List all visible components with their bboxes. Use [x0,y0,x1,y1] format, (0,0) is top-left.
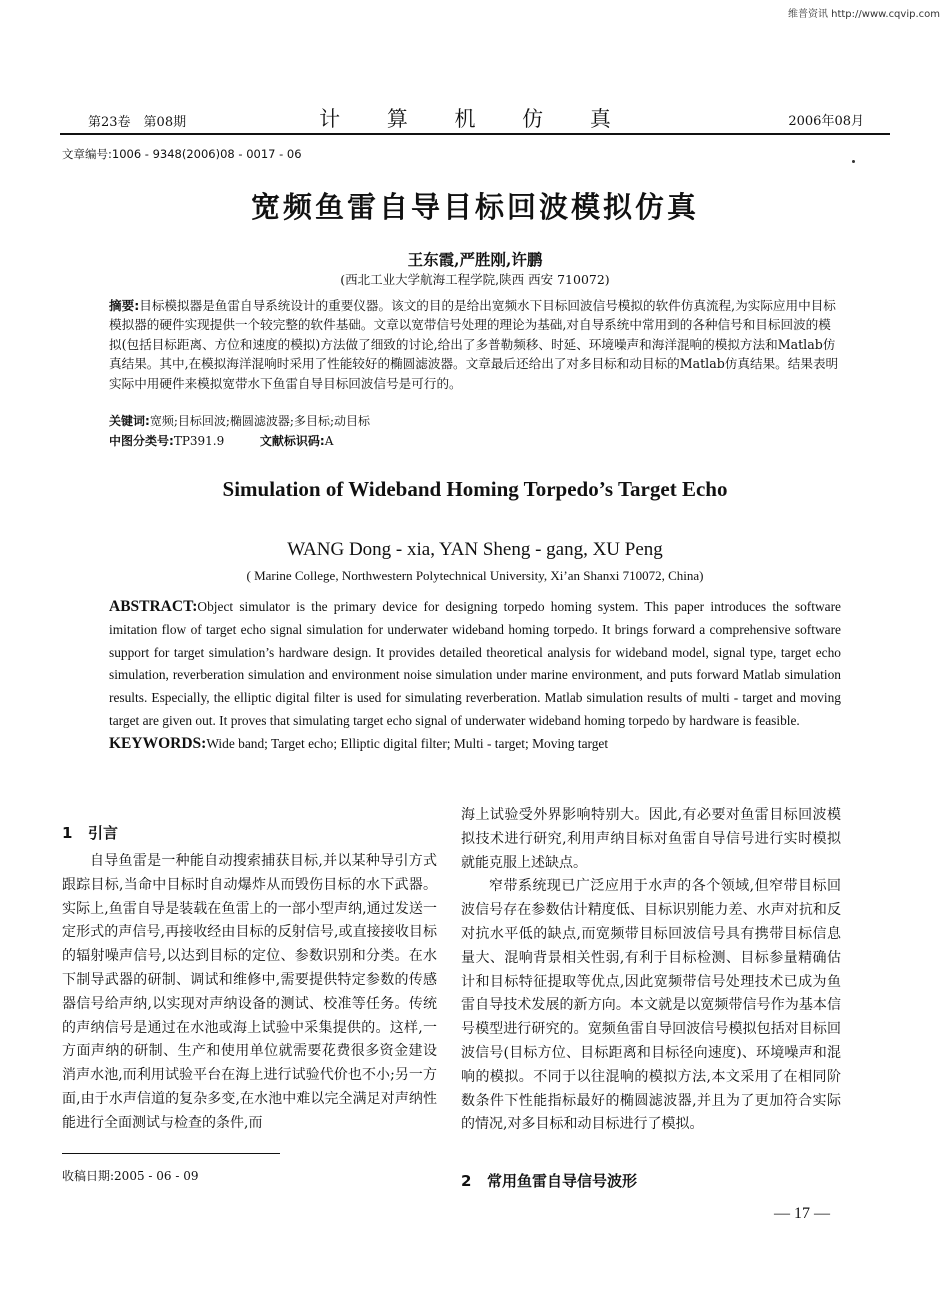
authors-chinese: 王东霞,严胜刚,许鹏 [407,250,543,269]
speck [852,160,855,163]
section-1-heading [62,822,118,843]
footnote-rule [62,1153,280,1154]
abstract-text: 目标模拟器是鱼雷自导系统设计的重要仪器。该文的目的是给出宽频水下目标回波信号模拟的软件仿真流程,为实际应用中目标模拟器的硬件实现提供一个较完整的软件基础。文章以宽带信号处理的理论为基础,对自导系统中常用到的各种信号和目标回波的模拟(包括目标距离、方位和速度的模拟)方法做了细致的讨论,给出了多普勒频移、时延、环境噪声和海洋混响的模拟方法和Matlab仿真结果。其中,在模拟海洋混响时采用了性能较好的椭圆滤波器。文章最后还给出了对多目标和动目标的Matlab仿真结果。结果表明实际中用硬件来模拟宽带水下鱼雷自导目标回波信号是可行的。 [109,298,839,391]
header-journal-name: 计 算 机 仿 真 [319,107,631,131]
keywords-en-text: Wide band; Target echo; Elliptic digital filter; Multi - target; Moving target [206,735,609,751]
title-english: Simulation of Wideband Homing Torpedo’s Target Echo [222,477,728,501]
watermark: 维普资讯 http://www.cqvip.com [787,9,940,20]
section-1-title: 引言 [88,824,119,842]
header-date: 2006年08月 [788,114,864,129]
running-header [60,107,890,135]
page-number: — 17 — [774,1205,830,1222]
header-volume-issue: 第23卷 第08期 [88,115,187,130]
article-number: 文章编号:1006 - 9348(2006)08 - 0017 - 06 [62,147,302,161]
abstract-chinese [109,296,841,393]
keywords-english [109,733,841,756]
section-1-number: 1 [62,824,73,842]
keywords-text: 宽频;目标回波;椭圆滤波器;多目标;动目标 [149,414,370,428]
clc-value: TP391.9 [173,434,225,448]
intro-paragraph-1-continued: 海上试验受外界影响特别大。因此,有必要对鱼雷目标回波模拟技术进行研究,利用声纳目标对鱼雷自导信号进行实时模拟就能克服上述缺点。 [461,807,841,871]
clc-label: 中图分类号: [109,434,174,448]
affiliation-chinese: (西北工业大学航海工程学院,陕西 西安 710072) [340,272,610,287]
section-2-heading [461,1170,637,1191]
section-2-title: 常用鱼雷自导信号波形 [487,1172,638,1190]
right-column [461,804,841,1137]
keywords-label: 关键词: [109,414,150,428]
abstract-english [109,596,841,756]
section-2-number: 2 [461,1172,472,1190]
intro-paragraph-1: 自导鱼雷是一种能自动搜索捕获目标,并以某种导引方式跟踪目标,当命中目标时自动爆炸从而毁伤目标的水下武器。实际上,鱼雷自导是装载在鱼雷上的一部小型声纳,通过发送一定形式的声信号,再接收经由目标的反射信号,或直接接收目标的辐射噪声信号,以达到目标的定位、参数识别和分类。在水下制导武器的研制、调试和维修中,需要提供特定参数的传感器信号给声纳,以实现对声纳设备的测试、校准等任务。传统的声纳信号是通过在水池或海上试验中采集提供的。这样,一方面声纳的研制、生产和使用单位就需要花费很多资金建设消声水池,而利用试验平台在海上进行试验代价也不小;另一方面,由于水声信道的复杂多变,在水池中难以完全满足对声纳性能进行全面测试与检查的条件,而 [62,853,437,1131]
doc-code-label: 文献标识码: [259,434,325,448]
doc-code-value: A [324,434,334,448]
received-date: 收稿日期:2005 - 06 - 09 [62,1169,199,1183]
abstract-en-text: Object simulator is the primary device for designing torpedo homing system. This paper introduces the software imitation flow of target echo signal simulation for underwater wideband homing torpedo. It brings forward a comprehensive software support for target simulation’s hardware design. It provides detailed theoretical analysis for wideband model, signal type, target echo simulation, reverberation simulation and environment noise simulation under marine environment, and puts forward Matlab simulation results. Especially, the elliptic digital filter is used for simulating reverberation. Matlab simulation results of multi - target and moving target are given out. It proves that simulating target echo signal of underwater wideband homing torpedo by hardware is feasible. [109,599,841,728]
classification-line [109,432,333,449]
intro-paragraph-2: 窄带系统现已广泛应用于水声的各个领域,但窄带目标回波信号存在参数估计精度低、目标识别能力差、水声对抗和反对抗水平低的缺点,而宽频带目标回波信号具有携带目标信息量大、混响背景相关性弱,有利于目标检测、目标参量精确估计和目标特征提取等优点,因此宽频带信号处理技术已成为鱼雷自导技术发展的新方向。本文就是以宽频带信号作为基本信号模型进行研究的。宽频鱼雷自导回波信号模拟包括对目标回波信号(目标方位、目标距离和目标径向速度)、环境噪声和混响的模拟。不同于以往混响的模拟方法,本文采用了在相同阶数条件下性能指标最好的椭圆滤波器,并且为了更加符合实际的情况,对多目标和动目标进行了模拟。 [461,878,841,1133]
abstract-en-label: ABSTRACT: [109,598,198,615]
left-column [62,850,437,1136]
keywords-chinese [109,412,370,429]
keywords-en-label: KEYWORDS: [109,734,207,752]
affiliation-english: ( Marine College, Northwestern Polytechnical University, Xi’an Shanxi 710072, China) [246,568,704,583]
title-chinese: 宽频鱼雷自导目标回波模拟仿真 [250,190,699,224]
authors-english: WANG Dong - xia, YAN Sheng - gang, XU Peng [287,539,663,560]
abstract-label: 摘要: [109,298,140,313]
